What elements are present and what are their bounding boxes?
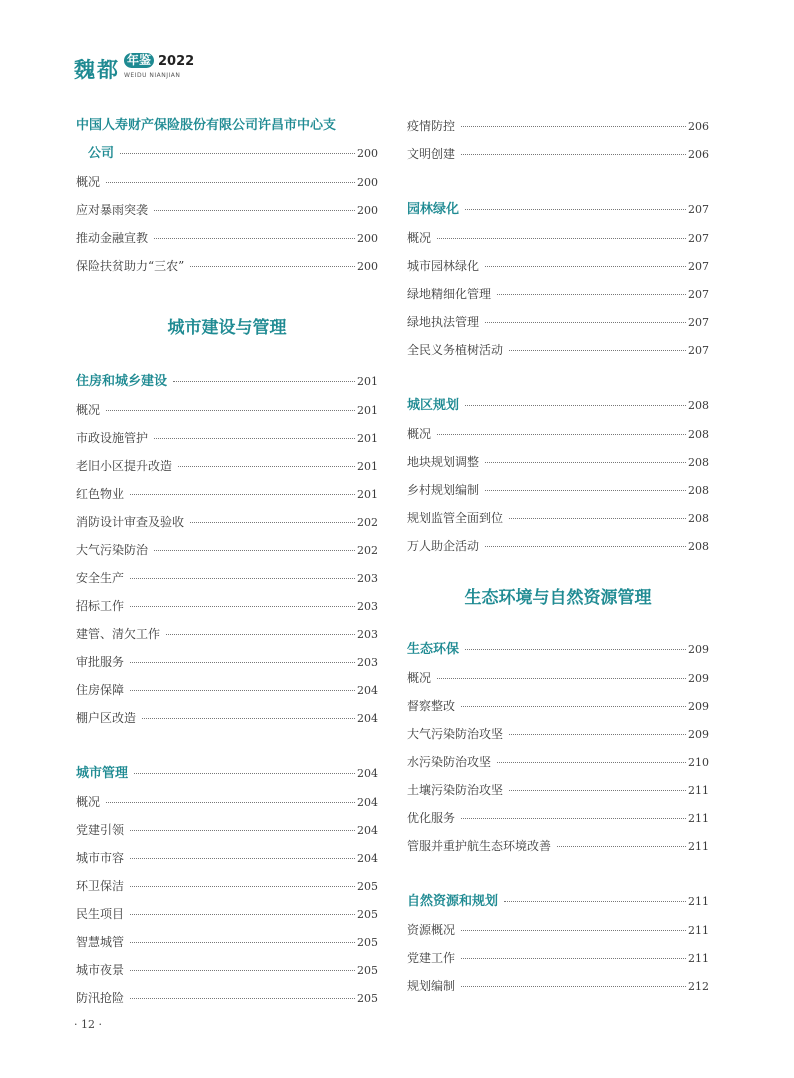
toc-entry[interactable] xyxy=(76,424,378,452)
toc-entry-label: 住房保障 xyxy=(76,683,125,697)
toc-entry-label: 建管、清欠工作 xyxy=(76,627,161,641)
toc-page-number: 202 xyxy=(357,544,378,557)
page-number: · 12 · xyxy=(74,1018,102,1031)
leader-dots xyxy=(461,985,686,987)
toc-entry-label: 全民义务植树活动 xyxy=(407,343,504,357)
leader-dots xyxy=(130,577,355,579)
toc-page-number: 201 xyxy=(357,404,378,417)
toc-entry-label: 绿地执法管理 xyxy=(407,315,480,329)
toc-page-number: 211 xyxy=(688,784,709,797)
toc-category-entry[interactable] xyxy=(407,392,709,420)
toc-category-title: 住房和城乡建设 xyxy=(76,374,168,389)
toc-entry-list xyxy=(76,168,378,280)
toc-page-number: 205 xyxy=(357,908,378,921)
toc-entry[interactable] xyxy=(407,804,709,832)
toc-page-number: 204 xyxy=(357,852,378,865)
toc-entry[interactable] xyxy=(76,480,378,508)
toc-entry-label: 概况 xyxy=(76,795,101,809)
toc-entry[interactable] xyxy=(76,252,378,280)
leader-dots xyxy=(130,941,355,943)
yearbook-logo-year: 2022 xyxy=(158,54,195,69)
toc-entry[interactable] xyxy=(407,532,709,560)
toc-entry[interactable] xyxy=(407,224,709,252)
toc-page-number: 210 xyxy=(688,756,709,769)
toc-entry[interactable] xyxy=(76,844,378,872)
toc-page-number: 207 xyxy=(688,232,709,245)
toc-page-number: 206 xyxy=(688,120,709,133)
leader-dots xyxy=(166,633,355,635)
toc-page-number: 200 xyxy=(357,260,378,273)
toc-section-title: 城市建设与管理 xyxy=(167,318,287,338)
toc-page-number: 207 xyxy=(688,288,709,301)
leader-dots xyxy=(130,997,355,999)
toc-entry-label: 城市市容 xyxy=(76,851,125,865)
toc-entry[interactable] xyxy=(76,196,378,224)
toc-entry-label: 规划监管全面到位 xyxy=(407,511,504,525)
leader-dots xyxy=(485,321,686,323)
toc-entry[interactable] xyxy=(407,476,709,504)
toc-category-title: 生态环保 xyxy=(407,642,460,657)
toc-page-number: 212 xyxy=(688,980,709,993)
toc-page-number: 205 xyxy=(357,964,378,977)
leader-dots xyxy=(130,605,355,607)
leader-dots xyxy=(173,380,355,382)
yearbook-logo-badge: 年鉴 xyxy=(124,53,154,68)
toc-entry[interactable] xyxy=(407,252,709,280)
toc-page-number: 205 xyxy=(357,992,378,1005)
toc-page-number: 201 xyxy=(357,488,378,501)
toc-page-number: 205 xyxy=(357,880,378,893)
toc-entry-label: 安全生产 xyxy=(76,571,125,585)
toc-page-number: 204 xyxy=(357,767,378,780)
toc-entry-label: 土壤污染防治攻坚 xyxy=(407,783,504,797)
toc-page-number: 203 xyxy=(357,600,378,613)
toc-category-title: 园林绿化 xyxy=(407,202,460,217)
toc-entry-label: 绿地精细化管理 xyxy=(407,287,492,301)
leader-dots xyxy=(437,433,686,435)
toc-page-number: 208 xyxy=(688,484,709,497)
toc-page-number: 203 xyxy=(357,572,378,585)
toc-entry[interactable] xyxy=(407,308,709,336)
toc-page-number: 211 xyxy=(688,812,709,825)
toc-page-number: 204 xyxy=(357,712,378,725)
toc-entry[interactable] xyxy=(407,692,709,720)
leader-dots xyxy=(437,677,686,679)
toc-entry[interactable] xyxy=(407,448,709,476)
toc-entry[interactable] xyxy=(76,536,378,564)
leader-dots xyxy=(190,265,355,267)
yearbook-logo-title: 魏都 xyxy=(74,58,120,82)
toc-category-title: 公司 xyxy=(88,146,115,161)
toc-category-title: 城市管理 xyxy=(76,766,129,781)
toc-entry[interactable] xyxy=(76,928,378,956)
leader-dots xyxy=(130,969,355,971)
toc-entry[interactable] xyxy=(407,776,709,804)
toc-page-number: 207 xyxy=(688,316,709,329)
toc-entry[interactable] xyxy=(407,972,709,1000)
toc-page-number: 207 xyxy=(688,344,709,357)
leader-dots xyxy=(142,717,355,719)
leader-dots xyxy=(485,461,686,463)
toc-page-number: 209 xyxy=(688,672,709,685)
toc-entry-label: 万人助企活动 xyxy=(407,539,480,553)
leader-dots xyxy=(465,404,686,406)
toc-page-number: 204 xyxy=(357,684,378,697)
toc-entry-label: 智慧城管 xyxy=(76,935,125,949)
toc-entry-label: 督察整改 xyxy=(407,699,456,713)
toc-page-number: 206 xyxy=(688,148,709,161)
toc-entry[interactable] xyxy=(407,336,709,364)
toc-category-title[interactable]: 中国人寿财产保险股份有限公司许昌市中心支 xyxy=(76,118,337,133)
toc-entry[interactable] xyxy=(76,508,378,536)
toc-entry-label: 优化服务 xyxy=(407,811,456,825)
toc-category-entry[interactable] xyxy=(76,140,378,168)
toc-entry-label: 党建引领 xyxy=(76,823,125,837)
toc-page-number: 201 xyxy=(357,460,378,473)
leader-dots xyxy=(504,900,686,902)
leader-dots xyxy=(509,789,686,791)
toc-entry-label: 防汛抢险 xyxy=(76,991,125,1005)
toc-entry-label: 环卫保洁 xyxy=(76,879,125,893)
toc-entry[interactable] xyxy=(76,648,378,676)
toc-left-column xyxy=(76,112,378,1012)
toc-entry-label: 水污染防治攻坚 xyxy=(407,755,492,769)
toc-entry-label: 概况 xyxy=(407,231,432,245)
toc-entry[interactable] xyxy=(76,704,378,732)
toc-page-number: 207 xyxy=(688,260,709,273)
toc-entry[interactable] xyxy=(76,984,378,1012)
leader-dots xyxy=(178,465,355,467)
toc-entry-label: 老旧小区提升改造 xyxy=(76,459,173,473)
toc-entry-label: 文明创建 xyxy=(407,147,456,161)
toc-page-number: 200 xyxy=(357,232,378,245)
toc-page-number: 201 xyxy=(357,432,378,445)
leader-dots xyxy=(106,409,355,411)
toc-entry-label: 市政设施管护 xyxy=(76,431,149,445)
toc-entry-label: 城市夜景 xyxy=(76,963,125,977)
leader-dots xyxy=(465,208,686,210)
leader-dots xyxy=(154,209,355,211)
toc-entry[interactable] xyxy=(76,816,378,844)
leader-dots xyxy=(485,489,686,491)
toc-page-number: 204 xyxy=(357,796,378,809)
toc-entry[interactable] xyxy=(76,956,378,984)
toc-entry-label: 乡村规划编制 xyxy=(407,483,480,497)
toc-entry-label: 审批服务 xyxy=(76,655,125,669)
toc-entry[interactable] xyxy=(76,900,378,928)
toc-entry-list xyxy=(407,420,709,560)
toc-entry-label: 消防设计审查及验收 xyxy=(76,515,185,529)
toc-entry[interactable] xyxy=(407,280,709,308)
toc-page-number: 200 xyxy=(357,176,378,189)
leader-dots xyxy=(154,549,355,551)
leader-dots xyxy=(509,349,686,351)
leader-dots xyxy=(461,817,686,819)
toc-category-entry[interactable] xyxy=(407,196,709,224)
toc-entry[interactable] xyxy=(407,720,709,748)
toc-entry-label: 概况 xyxy=(76,403,101,417)
toc-page-number: 203 xyxy=(357,656,378,669)
toc-entry-list xyxy=(76,788,378,1012)
toc-category-entry[interactable] xyxy=(407,636,709,664)
leader-dots xyxy=(485,545,686,547)
toc-entry[interactable] xyxy=(76,788,378,816)
toc-page-number: 208 xyxy=(688,428,709,441)
toc-entry-label: 资源概况 xyxy=(407,923,456,937)
toc-page-number: 209 xyxy=(688,728,709,741)
toc-entry-label: 推动金融宣教 xyxy=(76,231,149,245)
toc-category-title: 城区规划 xyxy=(407,398,460,413)
yearbook-logo-subtitle: WEIDU NIANJIAN xyxy=(124,72,181,79)
toc-page-number: 211 xyxy=(688,924,709,937)
toc-page-number: 211 xyxy=(688,895,709,908)
toc-entry[interactable] xyxy=(407,112,709,140)
toc-page-number: 200 xyxy=(357,204,378,217)
toc-entry[interactable] xyxy=(76,224,378,252)
toc-entry-list xyxy=(407,664,709,860)
toc-entry[interactable] xyxy=(407,748,709,776)
leader-dots xyxy=(461,125,686,127)
toc-entry[interactable] xyxy=(76,676,378,704)
toc-entry-label: 城市园林绿化 xyxy=(407,259,480,273)
toc-page-number: 208 xyxy=(688,456,709,469)
toc-right-column xyxy=(407,112,709,1000)
toc-page-number: 211 xyxy=(688,840,709,853)
toc-page-number: 203 xyxy=(357,628,378,641)
leader-dots xyxy=(130,885,355,887)
leader-dots xyxy=(461,153,686,155)
leader-dots xyxy=(134,772,355,774)
leader-dots xyxy=(190,521,355,523)
toc-page-number: 200 xyxy=(357,147,378,160)
toc-entry[interactable] xyxy=(407,664,709,692)
leader-dots xyxy=(130,493,355,495)
toc-entry-list xyxy=(76,396,378,732)
toc-entry-list xyxy=(407,916,709,1000)
toc-category-title: 自然资源和规划 xyxy=(407,894,499,909)
leader-dots xyxy=(465,648,686,650)
toc-page-number: 202 xyxy=(357,516,378,529)
toc-page-number: 207 xyxy=(688,203,709,216)
leader-dots xyxy=(130,913,355,915)
leader-dots xyxy=(461,705,686,707)
toc-entry-list xyxy=(407,224,709,364)
toc-entry[interactable] xyxy=(407,944,709,972)
toc-entry-label: 规划编制 xyxy=(407,979,456,993)
toc-page-number: 211 xyxy=(688,952,709,965)
toc-entry[interactable] xyxy=(76,592,378,620)
leader-dots xyxy=(509,733,686,735)
toc-page-number: 209 xyxy=(688,700,709,713)
toc-entry-label: 概况 xyxy=(407,427,432,441)
toc-entry-label: 地块规划调整 xyxy=(407,455,480,469)
leader-dots xyxy=(130,829,355,831)
toc-entry-label: 管服并重护航生态环境改善 xyxy=(407,839,552,853)
toc-entry[interactable] xyxy=(407,420,709,448)
toc-category-entry[interactable] xyxy=(407,888,709,916)
toc-category-entry[interactable] xyxy=(76,368,378,396)
leader-dots xyxy=(130,689,355,691)
toc-entry[interactable] xyxy=(407,832,709,860)
leader-dots xyxy=(497,761,686,763)
toc-entry[interactable] xyxy=(407,140,709,168)
toc-page-number: 204 xyxy=(357,824,378,837)
toc-category-entry[interactable] xyxy=(76,760,378,788)
toc-entry-label: 党建工作 xyxy=(407,951,456,965)
toc-entry[interactable] xyxy=(76,396,378,424)
toc-entry[interactable] xyxy=(76,452,378,480)
toc-page-number: 205 xyxy=(357,936,378,949)
leader-dots xyxy=(120,152,355,154)
leader-dots xyxy=(154,437,355,439)
toc-entry-label: 棚户区改造 xyxy=(76,711,137,725)
leader-dots xyxy=(497,293,686,295)
toc-entry-list xyxy=(407,112,709,168)
leader-dots xyxy=(130,857,355,859)
leader-dots xyxy=(485,265,686,267)
toc-page-number: 208 xyxy=(688,512,709,525)
toc-entry[interactable] xyxy=(407,916,709,944)
toc-entry-label: 大气污染防治攻坚 xyxy=(407,727,504,741)
toc-entry[interactable] xyxy=(407,504,709,532)
toc-entry[interactable] xyxy=(76,620,378,648)
toc-entry-label: 民生项目 xyxy=(76,907,125,921)
toc-entry-label: 应对暴雨突袭 xyxy=(76,203,149,217)
toc-entry[interactable] xyxy=(76,872,378,900)
leader-dots xyxy=(154,237,355,239)
toc-page-number: 209 xyxy=(688,643,709,656)
toc-entry-label: 疫情防控 xyxy=(407,119,456,133)
toc-entry-label: 大气污染防治 xyxy=(76,543,149,557)
leader-dots xyxy=(130,661,355,663)
leader-dots xyxy=(106,801,355,803)
leader-dots xyxy=(437,237,686,239)
toc-entry-label: 红色物业 xyxy=(76,487,125,501)
toc-entry-label: 保险扶贫助力“三农” xyxy=(76,259,185,273)
toc-page-number: 208 xyxy=(688,540,709,553)
leader-dots xyxy=(509,517,686,519)
toc-entry-label: 招标工作 xyxy=(76,599,125,613)
leader-dots xyxy=(461,957,686,959)
leader-dots xyxy=(461,929,686,931)
leader-dots xyxy=(106,181,355,183)
toc-page-number: 201 xyxy=(357,375,378,388)
toc-entry[interactable] xyxy=(76,168,378,196)
leader-dots xyxy=(557,845,686,847)
toc-entry-label: 概况 xyxy=(76,175,101,189)
toc-entry-label: 概况 xyxy=(407,671,432,685)
toc-section-title: 生态环境与自然资源管理 xyxy=(464,588,652,608)
toc-entry[interactable] xyxy=(76,564,378,592)
toc-page-number: 208 xyxy=(688,399,709,412)
